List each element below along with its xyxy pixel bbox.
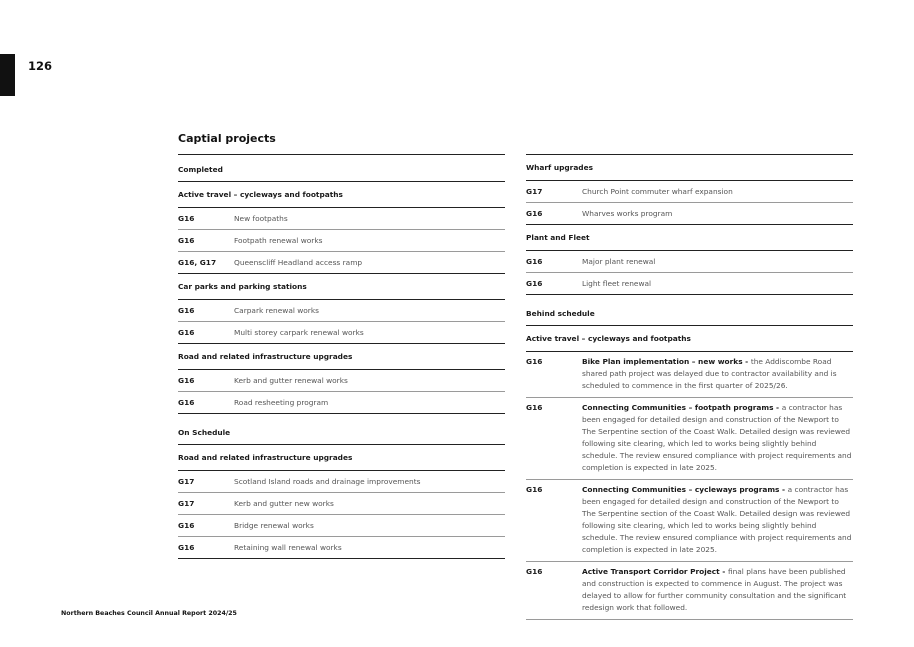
status-heading-on-schedule: On Schedule <box>178 428 231 437</box>
project-name: Retaining wall renewal works <box>234 543 342 552</box>
goal-code: G16 <box>526 257 543 266</box>
project-name: Bridge renewal works <box>234 521 314 530</box>
table-row <box>178 537 505 558</box>
group-heading: Road and related infrastructure upgrades <box>178 453 353 462</box>
table-row <box>178 208 505 229</box>
project-description <box>582 402 853 474</box>
status-heading-behind-schedule: Behind schedule <box>526 309 595 318</box>
table-row <box>526 203 853 224</box>
left-column <box>178 154 505 559</box>
table-row <box>178 392 505 413</box>
table-row <box>526 480 853 561</box>
goal-code: G16, G17 <box>178 258 217 267</box>
project-name: Church Point commuter wharf expansion <box>582 187 733 196</box>
goal-code: G16 <box>178 543 195 552</box>
goal-code: G16 <box>178 236 195 245</box>
project-detail: a contractor has been engaged for detailed design and construction of the Newport to The Serpentine section of the Coast Walk. Detailed design was reviewed following site clearing, which led to works being slightly behind schedule. The review ensured compliance with project requirements and completion is expected in late 2025. <box>582 403 852 472</box>
goal-code: G16 <box>178 328 195 337</box>
status-heading-completed: Completed <box>178 165 223 174</box>
page-footer: Northern Beaches Council Annual Report 2024/25 <box>61 610 237 617</box>
project-name: New footpaths <box>234 214 288 223</box>
group-heading: Wharf upgrades <box>526 163 594 172</box>
goal-code: G17 <box>178 499 195 508</box>
table-row <box>178 252 505 273</box>
right-column <box>526 154 853 620</box>
page-title: Captial projects <box>178 132 276 145</box>
project-name: Road resheeting program <box>234 398 329 407</box>
table-row <box>178 300 505 321</box>
table-row <box>178 515 505 536</box>
table-row <box>178 370 505 391</box>
table-row <box>526 181 853 202</box>
project-detail: final plans have been published and construction is expected to commence in August. The project was delayed to allow for further community consultation and the significant redesign work that followed. <box>582 567 847 612</box>
goal-code: G16 <box>526 279 543 288</box>
project-name: Multi storey carpark renewal works <box>234 328 364 337</box>
group-heading: Active travel – cycleways and footpaths <box>178 190 343 199</box>
table-row <box>178 322 505 343</box>
table-row <box>178 493 505 514</box>
project-description <box>582 484 853 556</box>
project-name: Carpark renewal works <box>234 306 319 315</box>
goal-code: G16 <box>526 209 543 218</box>
table-row <box>526 398 853 479</box>
goal-code: G16 <box>178 214 195 223</box>
project-title: Active Transport Corridor Project - <box>582 567 728 576</box>
project-name: Wharves works program <box>582 209 673 218</box>
goal-code: G16 <box>526 567 543 576</box>
goal-code: G17 <box>178 477 195 486</box>
table-row <box>526 273 853 294</box>
goal-code: G16 <box>526 357 543 366</box>
group-heading: Car parks and parking stations <box>178 282 307 291</box>
goal-code: G16 <box>178 398 195 407</box>
table-row <box>526 251 853 272</box>
project-title: Connecting Communities – cycleways programs - <box>582 485 788 494</box>
goal-code: G16 <box>178 521 195 530</box>
project-name: Light fleet renewal <box>582 279 652 288</box>
project-title: Connecting Communities – footpath programs - <box>582 403 782 412</box>
table-row <box>526 352 853 397</box>
project-name: Major plant renewal <box>582 257 656 266</box>
goal-code: G16 <box>178 306 195 315</box>
project-title: Bike Plan implementation – new works - <box>582 357 751 366</box>
page-tab-marker <box>0 54 15 96</box>
project-name: Footpath renewal works <box>234 236 323 245</box>
group-heading: Active travel – cycleways and footpaths <box>526 334 691 343</box>
project-description <box>582 566 853 614</box>
project-name: Queenscliff Headland access ramp <box>234 258 363 267</box>
project-detail: a contractor has been engaged for detailed design and construction of the Newport to The Serpentine section of the Coast Walk. Detailed design was reviewed following site clearing, which led to works being slightly behind schedule. The review ensured compliance with project requirements and completion is expected in late 2025. <box>582 485 852 554</box>
project-name: Kerb and gutter renewal works <box>234 376 348 385</box>
group-heading: Plant and Fleet <box>526 233 590 242</box>
goal-code: G17 <box>526 187 543 196</box>
table-row <box>178 471 505 492</box>
project-name: Kerb and gutter new works <box>234 499 334 508</box>
goal-code: G16 <box>526 485 543 494</box>
project-detail: the Addiscombe Road shared path project was delayed due to contractor availability and is scheduled to commence in the first quarter of 2025/26. <box>582 357 837 390</box>
goal-code: G16 <box>178 376 195 385</box>
project-name: Scotland Island roads and drainage improvements <box>234 477 421 486</box>
table-row <box>178 230 505 251</box>
project-description <box>582 356 853 392</box>
goal-code: G16 <box>526 403 543 412</box>
page-number: 126 <box>28 59 53 73</box>
table-row <box>526 562 853 619</box>
group-heading: Road and related infrastructure upgrades <box>178 352 353 361</box>
